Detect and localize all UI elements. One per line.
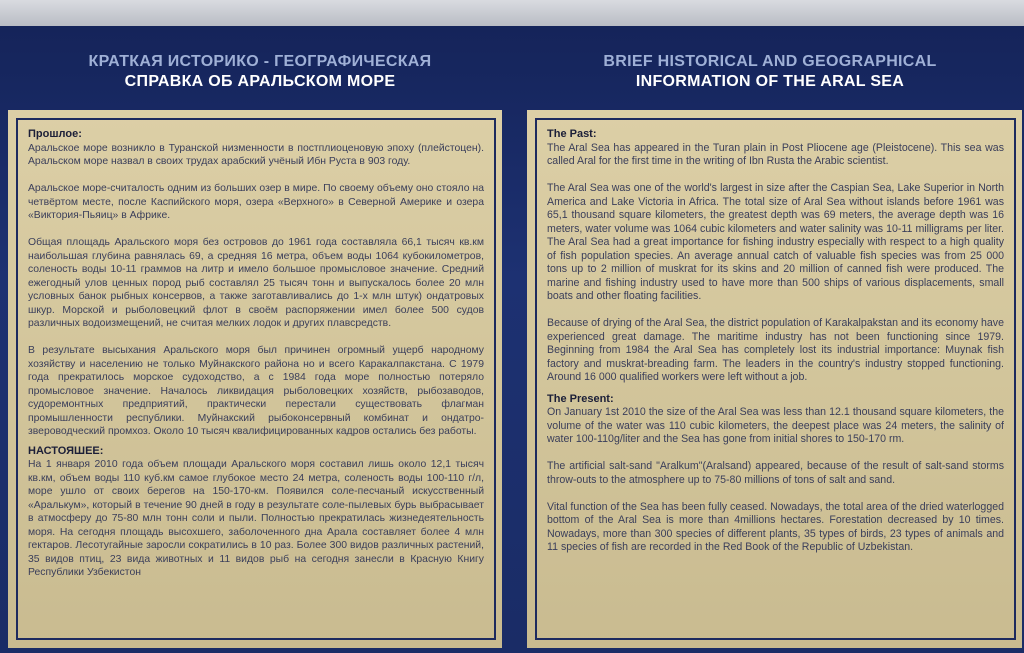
en-present-paragraph-3: Vital function of the Sea has been fully ceased. Nowadays, the total area of the dried waterlogged bottom of the Aral Sea is more than 4millions hectares. Forestation decreased by 10 times. Nowadays, more than 300 species of different plants, 35 types of birds, 23 types of animals and 11 species of fish are recorded in the Red Book of the Republic of Uzbekistan. <box>547 500 1004 553</box>
ru-present-title: НАСТОЯШЕЕ: <box>28 444 104 457</box>
en-present-paragraph-2: The artificial salt-sand "Aralkum"(Aralsand) appeared, because of the result of salt-sand storms throw-outs to the atmosphere up to 75-80 millions of tons of salt and sand. <box>547 460 1004 486</box>
en-past-paragraph-1: The Aral Sea has appeared in the Turan plain in Post Pliocene age (Pleistocene). This sea was called Aral for the first time in the writing of Ibn Rusta the Arabic scientist. <box>547 141 1004 167</box>
ru-past-paragraph-2: Аральское море-считалость одним из больших озер в мире. По своему объему оно стояло на четвёртом месте, после Каспийского моря, озера «Верхного» в Северной Америке и озера «Виктория-Пьяиц» в Африке. <box>28 183 484 221</box>
heading-russian-line1: КРАТКАЯ ИСТОРИКО - ГЕОГРАФИЧЕСКАЯ <box>88 53 432 70</box>
panel-russian-text <box>28 128 484 593</box>
ru-past-paragraph-3: Общая площадь Аральского моря без островов до 1961 года составляла 66,1 тысяч кв.км наибольшая глубина равнялась 69, а средняя 16 метра, объем воды 1064 кубокилометров, соленость воды 10-11 граммов на литр и имело большое промысловое значение. Средний ежегодный улов ценных пород рыб составлял 25 тысяч тонн и выпускалось более 20 млн условных банок рыбных консервов, а также заготавливались до 1-х млн штук) ондатровых шкур. Морской и рыболовецкий флот в своём распоряжении имел более 500 судов различных водоизмещений, не считая мелких лодок и других плавсредств. <box>28 237 484 329</box>
ru-past-paragraph-4: В результате высыхания Аральского моря был причинен огромный ущерб народному хозяйству и населению не только Муйнакского района но и всего Каракалпакстана. С 1979 года прекратилось морское судоходство, а с 1984 года море полностью потеряло промысловое значение. Началось ликвидация рыболовецких хозяйств, рыбозаводов, судоремонтных предприятий, практически перестали существовать флагман промышленности республики. Муйнакский рыбоконсервный комбинат и ондатро-звероводческий промхоз. Около 10 тысяч квалифицированных кадров остались без работы. <box>28 345 484 437</box>
ru-past-paragraph-1: Аральское море возникло в Туранской низменности в постплиоценовую эпоху (плейстоцен). Аральском море назвал в своих трудах арабский учёный Ибн Руста в 903 году. <box>28 142 484 167</box>
panel-english-text <box>547 128 1004 568</box>
panel-russian <box>8 110 502 648</box>
heading-english-line2: INFORMATION OF THE ARAL SEA <box>635 73 905 90</box>
top-strip <box>0 0 1024 26</box>
ru-present-paragraph-1: На 1 января 2010 года объем площади Аральского моря составил лишь около 12,1 тысяч кв.км, объем воды 110 куб.км самое глубокое место 24 метра, соленость воды 100-110 г/л, море ушло от своих берегов на 150-170-км. Появился соле-песчаный искусственный «Аралькум», который в течение 90 дней в году в результате соле-пылевых бурь выбрасывает в атмосферу до 75-80 млн тонн соли и пыли. Полностью прекратилась жизнедеятельность моря. На сегодня площадь высохшего, заболоченного дна Арала составляет более 4 млн гектаров. Лесотугайные заросли сократились в 10 раз. Более 300 видов различных растений, 35 видов птиц, 23 вида животных и 11 видов рыб на сегодня занесли в Красную Книгу Республики Узбекистон <box>28 459 484 578</box>
en-past-title: The Past: <box>547 128 597 140</box>
heading-english-line1: BRIEF HISTORICAL AND GEOGRAPHICAL <box>603 53 937 70</box>
heading-english <box>540 52 1000 92</box>
en-past-paragraph-2: The Aral Sea was one of the world's largest in size after the Caspian Sea, Lake Superior in North America and Lake Victoria in Africa. The total size of Aral Sea without islands before 1961 was 65,1 thousand square kilometers, the greatest depth was 69 meters, the average depth was 16 meters, water volume was 1064 cubic kilometers and water salinity was 10-11 milligrams per liter. The Aral Sea had a great importance for fishing industry especially with respect to a high quality of fish population species. An average annual catch of valuable fish species was from 25 000 tons up to 2 million of muskrat for its skins and 20 million of canned fish were produced. The marine and fishing industry used to have more than 500 ships of various displacements, small boats and other floating facilities. <box>547 182 1004 302</box>
ru-past-title: Прошлое: <box>28 128 82 140</box>
heading-russian <box>40 52 480 92</box>
panel-english <box>527 110 1022 648</box>
en-present-paragraph-1: On January 1st 2010 the size of the Aral Sea was less than 12.1 thousand square kilometers, the volume of the water was 110 cubic kilometers, the deepest place was 24 meters, the salinity of water 100-110g/liter and the Sea has gone from initial shores to 150-170 rm. <box>547 406 1004 445</box>
en-present-title: The Present: <box>547 392 614 405</box>
heading-russian-line2: СПРАВКА ОБ АРАЛЬСКОМ МОРЕ <box>124 73 396 90</box>
en-past-paragraph-3: Because of drying of the Aral Sea, the district population of Karakalpakstan and its economy have experienced great damage. The maritime industry has not been functioning since 1979. Beginning from 1984 the Aral Sea has completely lost its industrial importance: Muynak fish factory and muskrat-breading farm. The leaders in the country's industry stopped functioning. Around 16 000 qualified workers were left without a job. <box>547 317 1004 383</box>
